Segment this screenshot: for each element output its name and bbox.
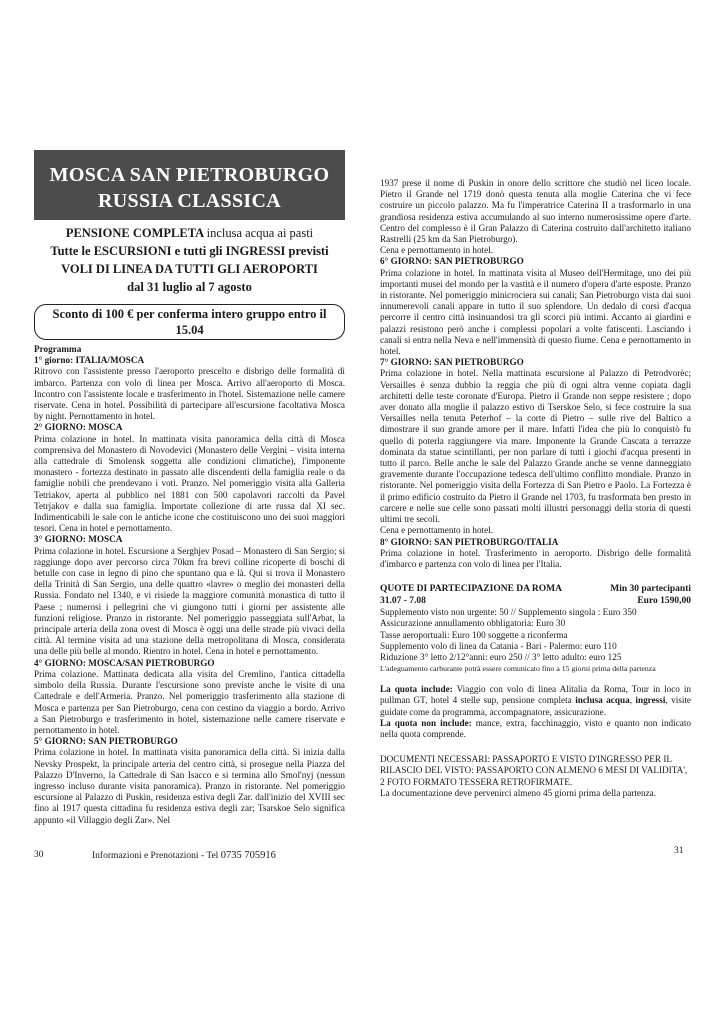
fuel-note: L'adeguamento carburante potrà essere comunicato fino a 15 giorni prima della partenza <box>380 664 656 674</box>
day1-title: 1° giorno: ITALIA/MOSCA <box>34 355 145 366</box>
subtitles <box>34 224 345 296</box>
day4-text: Prima colazione. Mattinata dedicata alla visita del Cremlino, l'antica cittadella simbolo della Russia. Durante l'escursione sono previste anche le visite di una Cattedrale e dell'Armeria. Pranzo. Nel pomeriggio trasferimento alla stazione di Mosca e partenza per San Pietroburgo, cena con cestino da viaggio a bordo. Arrivo a San Pietroburgo e trasferimento in hotel, sistemazione nelle camere riservate e pernottamento in hotel. <box>34 668 345 735</box>
itinerary-left <box>34 344 345 826</box>
quote-line-3: Tasse aeroportuali: Euro 100 soggette a riconferma <box>380 629 568 640</box>
title-line-1: MOSCA SAN PIETROBURGO <box>49 164 330 186</box>
quote-line-4: Supplemento volo di linea da Catania - Bari - Palermo: euro 110 <box>380 640 617 651</box>
include-text-a: Viaggio con volo di linea Alitalia da Roma, Tour in loco in pullman GT, hotel 4 stelle sup, pensione completa <box>380 684 691 706</box>
pensione-bold: PENSIONE COMPLETA <box>65 226 204 240</box>
day8-text: Prima colazione in hotel. Trasferimento in aeroporto. Disbrigo delle formalità d'imbarco e partenza con volo di linea per l'Italia. <box>380 547 691 569</box>
day6-title: 6° GIORNO: SAN PIETROBURGO <box>380 256 524 267</box>
pensione-rest: inclusa acqua ai pasti <box>206 226 314 240</box>
exclude-label: La quota non include: <box>380 717 472 728</box>
quote-price-row <box>380 596 691 608</box>
footer-info <box>92 850 276 861</box>
left-column <box>34 150 345 826</box>
right-column <box>380 178 691 799</box>
include-comma: , <box>629 695 632 706</box>
include-label: La quota include: <box>380 684 453 695</box>
page-number-right: 31 <box>674 846 684 856</box>
exclude-text: mance, extra, facchinaggio, visto e quanto non indicato nella quota comprende. <box>380 717 691 739</box>
day3-title: 3° GIORNO: MOSCA <box>34 534 123 545</box>
day7-title: 7° GIORNO: SAN PIETROBURGO <box>380 357 524 368</box>
dates-line: dal 31 luglio al 7 agosto <box>127 280 252 294</box>
include-paragraph <box>380 684 691 718</box>
day7-end: Cena e pernottamento in hotel. <box>380 525 494 536</box>
voli-line: VOLI DI LINEA DA TUTTI GLI AEROPORTI <box>61 262 318 276</box>
itinerary-right <box>380 178 691 570</box>
include-text-b: , visite guidate come da programma, accompagnatore, assicurazione. <box>380 695 692 717</box>
day1-text: Ritrovo con l'assistente presso l'aeroporto prescelto e disbrigo delle formalità di imbarco. Partenza con volo di linea per Mosca. Arrivo all'aeroporto di Mosca. Incontro con l'assistente locale e trasferimento in l'hotel. Sistemazione nelle camere riservate. Cena in hotel. Possibilità di partecipare all'escursione facoltativa Mosca by night. Pernottamento in hotel. <box>34 366 345 422</box>
day5-end: Cena e pernottamento in hotel. <box>380 245 494 256</box>
include-bold-ingressi: ingressi <box>635 695 666 706</box>
day4-title: 4° GIORNO: MOSCA/SAN PIETROBURGO <box>34 657 215 668</box>
escursioni-line: Tutte le ESCURSIONI e tutti gli INGRESSI previsti <box>50 244 329 258</box>
quote-header <box>380 584 691 596</box>
day7-text: Prima colazione in hotel. Nella mattinata escursione al Palazzo di Petrodvorèc; Versailles è senza dubbio la reggia che più di ogni altra venne copiata dagli architetti delle teste coronate d'Europa. Pietro il Grande non seppe resistere ; dopo aver donato alla moglie il palazzo estivo di Tserskoe Selo, si fece costruire la sua Versailles nella tenuta Peterhof – la corte di Pietro – sulle rive del Baltico a dimostrare il suo grande amore per il mare. Infatti l'idea che più lo conquistò fu quello di poterla raggiungere via mare. Imponente la Grande Cascata a terrazze dominata da statue scintillanti, per non parlare di tutti i giochi d'acqua presenti in tutto il parco. Belle anche le sale del Palazzo Grande anche se venne danneggiato gravemente durante l'occupazione tedesca dell'ultimo conflitto mondiale. Pranzo in ristorante. Nel pomeriggio visita della Fortezza di San Pietro e Paolo. La Fortezza è il primo edificio costruito da Pietro il Grande nel 1703, fu trasformata ben presto in carcere e nelle sue celle sono passati molti illustri personaggi della storia di questi ultimi tre secoli. <box>380 368 691 525</box>
day2-title: 2° GIORNO: MOSCA <box>34 422 123 433</box>
quote-dates: 31.07 - 7.08 <box>380 595 426 606</box>
quote-line-5: Riduzione 3° letto 2/12°anni: euro 250 // 3° letto adulto: euro 125 <box>380 651 622 662</box>
include-bold-acqua: inclusa acqua <box>575 695 630 706</box>
day5-title: 5° GIORNO: SAN PIETROBURGO <box>34 736 178 747</box>
documents-section <box>380 754 691 799</box>
documents-note: La documentazione deve pervenirci almeno 45 giorni prima della partenza. <box>380 787 657 798</box>
day5-continued: 1937 prese il nome di Puskin in onore dello scrittore che studiò nel liceo locale. Pietro il Grande nel 1719 donò questa tenuta alla moglie Caterina che vi fece costruire un piccolo palazzo. Ma fu l'imperatrice Caterina II a trasformarlo in una grandiosa residenza estiva accumulando al suo interno numerosissime opere d'arte. Centro del complesso è il Gran Palazzo di Caterina costruito dall'architetto italiano Rastrelli (25 km da San Pietroburgo). <box>380 178 691 245</box>
footer-tel: 0735 705916 <box>220 850 276 861</box>
quote-price: Euro 1590,00 <box>637 595 691 606</box>
title-line-2: RUSSIA CLASSICA <box>98 190 281 212</box>
quote-include <box>380 684 691 740</box>
exclude-paragraph <box>380 718 691 740</box>
quote-line-2: Assicurazione annullamento obbligatoria: Euro 30 <box>380 618 566 629</box>
programma-label: Programma <box>34 344 82 354</box>
discount-badge: Sconto di 100 € per conferma intero gruppo entro il 15.04 <box>34 304 345 340</box>
quote-line-1: Supplemento visto non urgente: 50 // Supplemento singola : Euro 350 <box>380 607 637 618</box>
page-number-left: 30 <box>34 850 44 860</box>
pensione-line <box>34 224 345 242</box>
documents-text: DOCUMENTI NECESSARI: PASSAPORTO E VISTO D'INGRESSO PER IL RILASCIO DEL VISTO: PASSAPORTO CON ALMENO 6 MESI DI VALIDITA', 2 FOTO FORMATO TESSERA RETROFIRMATE. <box>380 754 688 787</box>
quote-details <box>380 607 691 663</box>
footer-info-label: Informazioni e Prenotazioni - Tel <box>92 851 219 861</box>
day3-text: Prima colazione in hotel. Escursione a Serghjev Posad – Monastero di San Sergio; si raggiunge dopo aver percorso circa 70km fra brevi colline ricoperte di boschi di betulle con case in legno di pino che spuntano qua e là. Qui si trova il Monastero della Trinità di San Sergio, una delle quattro «lavre» o meglio dei monasteri della Russia. Fondato nel 1340, e vi risiede la maggiore comunità monastica di tutto il Paese ; numerosi i pellegrini che vi giungono tutti i giorni per assistente alle funzioni religiose. Pranzo in ristorante. Nel pomeriggio passeggiata sull'Arbat, la principale arteria della zona ovest di Mosca è oggi una delle strade più vivaci della città. Al termine visita ad una stazione della metropolitana di Mosca, considerata una delle più belle al mondo. Rientro in hotel. Cena in hotel e pernottamento. <box>34 545 345 657</box>
day2-text: Prima colazione in hotel. In mattinata visita panoramica della città di Mosca comprensiva del Monastero di Novodevici (Monastero delle Vergini – visita interna alla cattedrale di Smolensk soggetta alle condizioni climatiche), l'imponente monastero - fortezza destinato in passato alle discendenti della famiglia reale o da famiglie nobili che prendevano i voti. Pranzo. Nel pomeriggio visita alla Galleria Tetriakov, aperta al pubblico nel 1881 con 500 capolavori raccolti da Pavel Tetrjakov e dalla sua famiglia. Importate collezione di arte russa dal XI sec. Indimenticabili le sale con le antiche icone che costituiscono uno dei suoi maggiori tesori. Cena in hotel e pernottamento. <box>34 433 345 534</box>
day6-text: Prima colazione in hotel. In mattinata visita al Museo dell'Hermitage, uno dei più importanti musei del mondo per la vastità e il numero d'opera d'arte esposte. Pranzo in ristorante. Nel pomeriggio minicrociera sui canali; San Pietroburgo vista dai suoi innumerevoli canali appare in tutto il suo splendore. Un dedalo di corsi d'acqua percorre il centro città insinuandosi tra gli scorci più intimi. Accanto ai giardini e palazzi resistono però anche i complessi popolari a volte fatiscenti. Lasciando i canali si entra nella Neva e nell'immensità di questo fiume. Cena e pernottamento in hotel. <box>380 267 691 357</box>
quote-header-right: Min 30 partecipanti <box>610 584 691 595</box>
quote-header-left: QUOTE DI PARTECIPAZIONE DA ROMA <box>380 584 562 595</box>
title-banner <box>34 150 345 220</box>
day8-title: 8° GIORNO: SAN PIETROBURGO/ITALIA <box>380 536 559 547</box>
day5-text: Prima colazione in hotel. In mattinata visita panoramica della città. Si inizia dalla Nevsky Prospekt, la principale arteria del centro città, si prosegue nella Piazza del Palazzo D'Inverno, la Cattedrale di San Isacco e si termina allo Smol'nyj (nessun ingresso incluso durante visita panoramica). Pranzo in ristorante. Nel pomeriggio escursione al Palazzo di Puskin, residenza estiva degli Zar. dall'inizio del XVIII sec fino al 1917 questa cittadina fu residenza estiva degli zar; Tsarskoe Selo significa appunto «il Villaggio degli Zar». Nel <box>34 747 345 825</box>
